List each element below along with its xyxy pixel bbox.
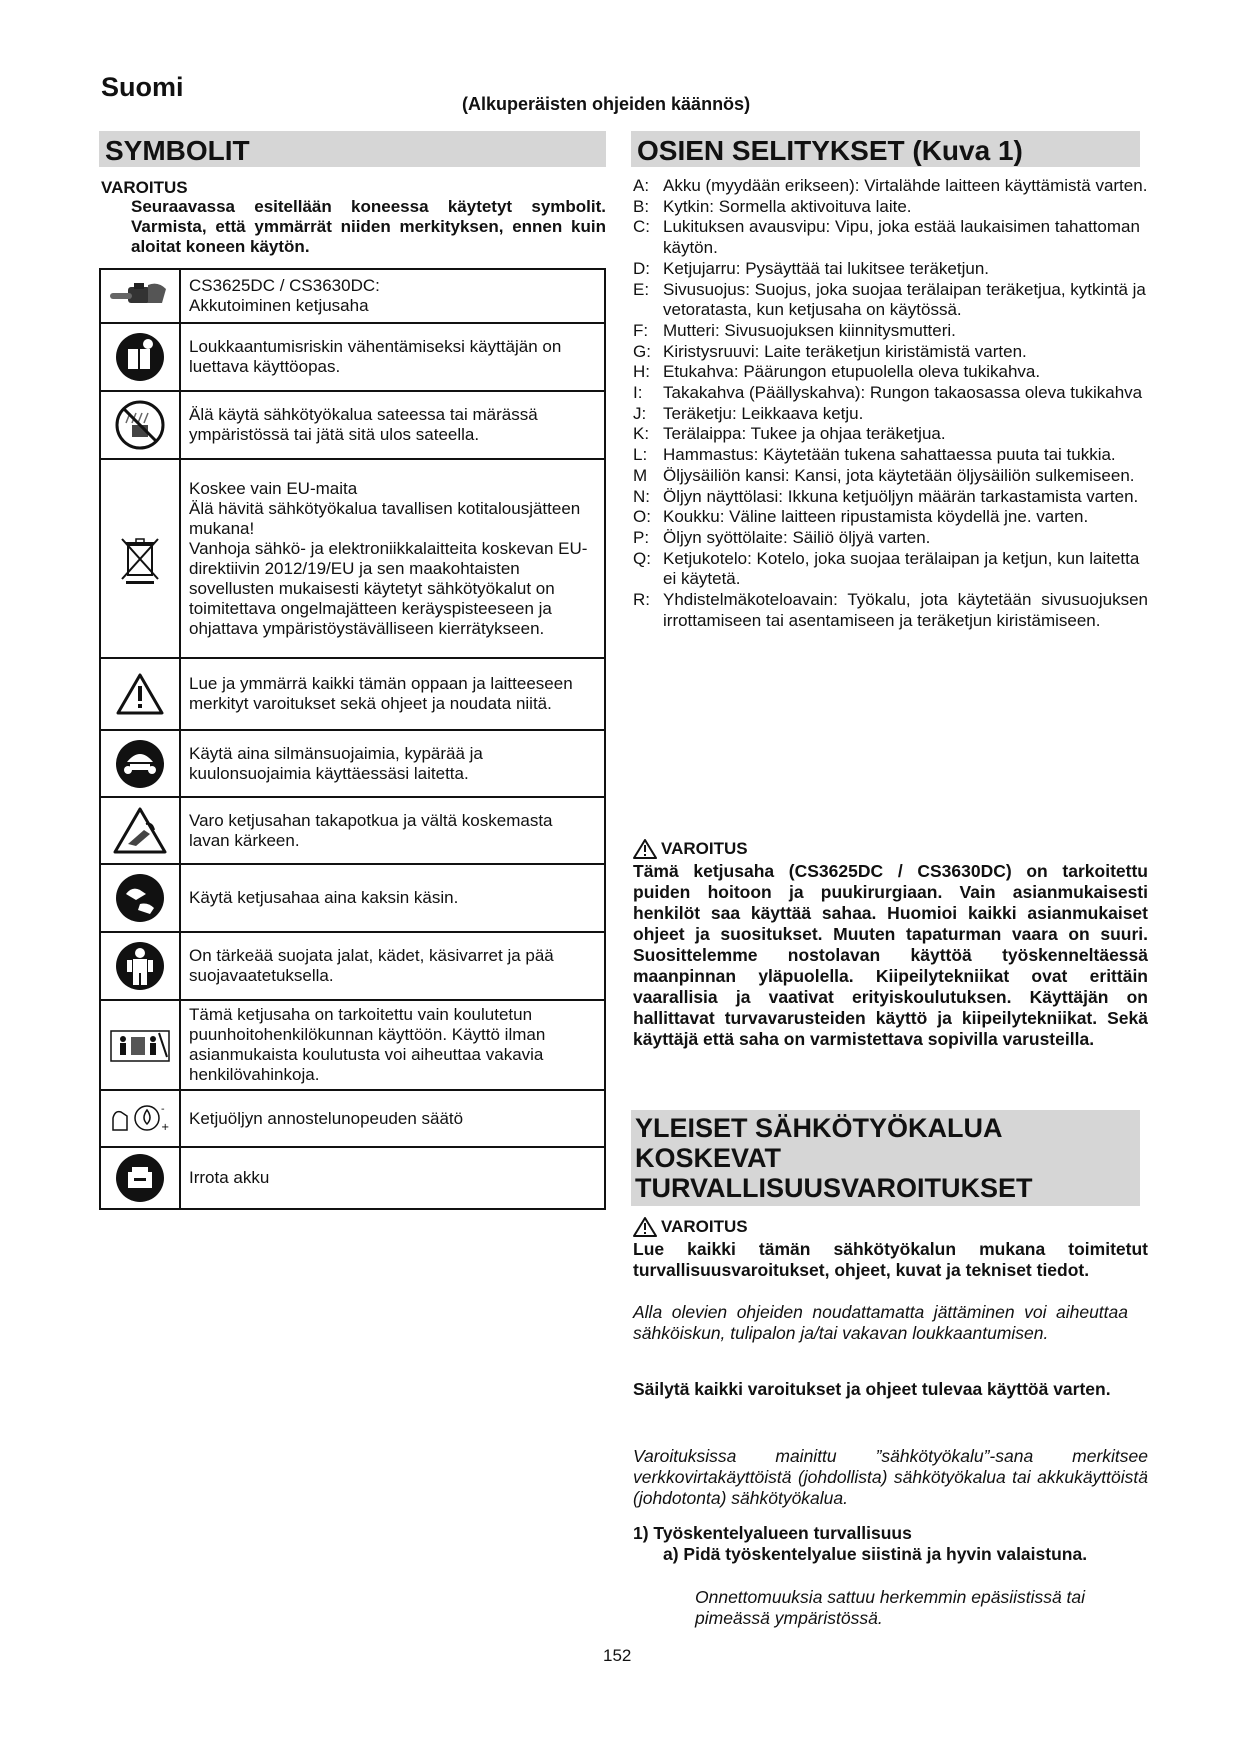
general-warning-header <box>633 1216 748 1238</box>
work-area-item-a-note: Onnettomuuksia sattuu herkemmin epäsiistissä tai pimeässä ympäristössä. <box>695 1587 1086 1628</box>
power-tool-definition: Varoituksissa mainittu ”sähkötyökalu”-sana merkitsee verkkovirtakäyttöistä (johdollista) sähkötyökalua tai akkukäyttöistä (johdotonta) sähkötyökalua. <box>633 1446 1148 1508</box>
part-item <box>633 383 1148 404</box>
part-item <box>633 487 1148 508</box>
head-protection-icon <box>114 738 166 790</box>
symbol-icon-cell <box>100 459 180 658</box>
symbols-warning-text: Seuraavassa esitellään koneessa käytetyt symbolit. Varmista, että ymmärrät niiden merkityksen, ennen kuin aloitat koneen käytön. <box>131 197 606 256</box>
part-label: L: <box>633 445 648 465</box>
general-safety-heading: YLEISET SÄHKÖTYÖKALUA KOSKEVAT TURVALLISUUSVAROITUKSET <box>631 1110 1140 1206</box>
warning-triangle-icon <box>633 838 657 860</box>
symbol-icon-cell <box>100 323 180 391</box>
work-area-safety-title: 1) Työskentelyalueen turvallisuus <box>633 1523 912 1543</box>
symbol-icon-cell <box>100 269 180 323</box>
part-item <box>633 197 1148 218</box>
part-text: Takakahva (Päällyskahva): Rungon takaosassa oleva tukikahva <box>663 383 1143 403</box>
part-item <box>633 404 1148 425</box>
symbol-icon-cell <box>100 797 180 864</box>
no-rain-icon <box>114 399 166 451</box>
symbol-row <box>100 323 605 391</box>
symbol-row <box>100 1000 605 1090</box>
symbol-text: On tärkeää suojata jalat, kädet, käsivarret ja pää suojavaatetuksella. <box>180 932 605 1000</box>
chainsaw-warning-header <box>633 838 748 860</box>
symbol-row <box>100 797 605 864</box>
oil-flow-icon <box>107 1098 173 1140</box>
symbol-text: Varo ketjusahan takapotkua ja vältä koskemasta lavan kärkeen. <box>180 797 605 864</box>
chainsaw-icon <box>108 279 172 313</box>
part-item <box>633 424 1148 445</box>
language-label: Suomi <box>101 72 184 102</box>
keep-instructions: Säilytä kaikki varoitukset ja ohjeet tulevaa käyttöä varten. <box>633 1379 1111 1399</box>
symbol-row <box>100 1147 605 1209</box>
part-label: C: <box>633 217 650 237</box>
part-label: D: <box>633 258 650 278</box>
symbol-icon-cell <box>100 864 180 932</box>
part-text: Etukahva: Päärungon etupuolella oleva tukikahva. <box>663 362 1041 382</box>
symbols-warning-title: VAROITUS <box>101 178 188 197</box>
part-label: I: <box>633 383 643 403</box>
part-label: E: <box>633 279 650 299</box>
parts-list <box>633 176 1148 631</box>
part-text: Öljysäiliön kansi: Kansi, jota käytetään öljysäiliön sulkemiseen. <box>663 465 1135 485</box>
part-item <box>633 507 1148 528</box>
part-label: A: <box>633 176 650 195</box>
part-item <box>633 342 1148 363</box>
part-item <box>633 528 1148 549</box>
symbol-text: CS3625DC / CS3630DC: Akkutoiminen ketjusaha <box>189 276 380 315</box>
part-label: J: <box>633 403 647 423</box>
part-text: Akku (myydään erikseen): Virtalähde laitteen käyttämistä varten. <box>663 176 1148 195</box>
symbol-row <box>100 269 605 323</box>
part-item <box>633 362 1148 383</box>
symbol-icon-cell <box>100 658 180 730</box>
symbol-icon-cell <box>100 1147 180 1209</box>
symbol-icon-cell <box>100 1090 180 1147</box>
part-text: Öljyn näyttölasi: Ikkuna ketjuöljyn määrän tarkastamista varten. <box>663 486 1139 506</box>
two-hands-icon <box>114 872 166 924</box>
part-text: Ketjukotelo: Kotelo, joka suojaa terälaipan ja ketjun, kun laitetta ei käytetä. <box>663 548 1140 589</box>
part-text: Yhdistelmäkoteloavain: Työkalu, jota käytetään sivusuojuksen irrottamiseen tai asentamiseen ja teräketjun kiristämiseen. <box>663 590 1148 630</box>
part-item <box>633 259 1148 280</box>
symbol-text: Lue ja ymmärrä kaikki tämän oppaan ja laitteeseen merkityt varoitukset sekä ohjeet ja noudata niitä. <box>180 658 605 730</box>
protective-clothing-icon <box>114 940 166 992</box>
symbol-text: Ketjuöljyn annostelunopeuden säätö <box>180 1090 605 1147</box>
part-item <box>633 321 1148 342</box>
part-text: Koukku: Väline laitteen ripustamista köydellä jne. varten. <box>663 507 1089 527</box>
part-text: Kiristysruuvi: Laite teräketjun kiristämistä varten. <box>663 341 1027 361</box>
part-text: Lukituksen avausvipu: Vipu, joka estää laukaisimen tahattoman käytön. <box>663 217 1140 258</box>
part-label: R: <box>633 590 650 610</box>
part-label: H: <box>633 362 650 382</box>
part-label: O: <box>633 507 651 527</box>
symbol-text: Irrota akku <box>180 1147 605 1209</box>
part-text: Sivusuojus: Suojus, joka suojaa terälaipan teräketjua, kytkintä ja vetoratasta, kun ketjusaha on käytössä. <box>663 279 1146 320</box>
chainsaw-warning-title: VAROITUS <box>661 839 748 858</box>
part-label: G: <box>633 341 651 361</box>
part-label: B: <box>633 196 650 216</box>
remove-battery-icon <box>114 1152 166 1204</box>
part-label: M <box>633 465 648 485</box>
page-number: 152 <box>603 1646 632 1665</box>
part-text: Ketjujarru: Pysäyttää tai lukitsee teräketjun. <box>663 258 989 278</box>
symbol-icon-cell <box>100 391 180 459</box>
symbol-row <box>100 459 605 658</box>
symbol-text: Tämä ketjusaha on tarkoitettu vain koulutetun puunhoitohenkilökunnan käyttöön. Käyttö ilman asianmukaista koulutusta voi aiheuttaa vakavia henkilövahinkoja. <box>180 1000 605 1090</box>
part-item <box>633 176 1148 197</box>
part-item <box>633 280 1148 321</box>
kickback-warning-icon <box>112 806 168 856</box>
warning-triangle-icon <box>116 672 164 716</box>
symbols-table <box>99 268 606 1210</box>
symbol-row <box>100 1090 605 1147</box>
part-text: Hammastus: Käytetään tukena sahattaessa puuta tai tukkia. <box>663 445 1116 465</box>
part-label: Q: <box>633 548 651 568</box>
symbol-row <box>100 658 605 730</box>
symbol-row <box>100 730 605 797</box>
symbols-heading: SYMBOLIT <box>99 131 606 167</box>
part-label: N: <box>633 486 650 506</box>
read-manual-icon <box>114 331 166 383</box>
chainsaw-warning-text: Tämä ketjusaha (CS3625DC / CS3630DC) on tarkoitettu puiden hoitoon ja puukirurgiaan. Vain asianmukaisesti henkilöt saa käyttää sahaa. Huomioi kaikki asianmukaiset ohjeet ja suositukset. Muuten tapaturman vaara on suuri. Suosittelemme nostolavan käyttöä työskenneltäessä maanpinnan yläpuolella. Kiipeilytekniikat ovat erittäin vaarallisia ja vaativat erityiskoulutuksen. Käyttäjän on hallittavat turvavarusteiden käyttö ja kiipeilytekniikat. Sekä käyttäjä että saha on varmistettava sopivilla varusteilla. <box>633 861 1148 1049</box>
svg-text:-: - <box>161 1103 165 1115</box>
symbol-row <box>100 391 605 459</box>
part-text: Öljyn syöttölaite: Säiliö öljyä varten. <box>663 527 931 547</box>
part-text: Terälaippa: Tukee ja ohjaa teräketjua. <box>663 424 946 444</box>
symbol-row <box>100 932 605 1000</box>
symbol-text: Käytä aina silmänsuojaimia, kypärää ja kuulonsuojaimia käyttäessäsi laitetta. <box>180 730 605 797</box>
symbol-text: Koskee vain EU-maita Älä hävitä sähkötyökalua tavallisen kotitalousjätteen mukana! Vanhoja sähkö- ja elektroniikkalaitteita koskevan EU-direktiivin 2012/19/EU ja sen maakohtaisten sovellusten mukaisesti käytetyt sähkötyökalut on toimitettava ongelmajätteen keräyspisteeseen ja ohjattava ympäristöystävälliseen kierrätykseen. <box>180 459 605 658</box>
part-item <box>633 590 1148 631</box>
translation-note: (Alkuperäisten ohjeiden käännös) <box>462 94 751 114</box>
symbol-text: Älä käytä sähkötyökalua sateessa tai märässä ympäristössä tai jätä sitä ulos sateella. <box>180 391 605 459</box>
general-warning-bold: Lue kaikki tämän sähkötyökalun mukana toimitetut turvallisuusvaroitukset, ohjeet, kuvat ja tekniset tiedot. <box>633 1239 1148 1280</box>
svg-text:+: + <box>161 1121 170 1133</box>
warning-triangle-icon <box>633 1216 657 1238</box>
parts-heading: OSIEN SELITYKSET (Kuva 1) <box>631 131 1140 167</box>
part-text: Mutteri: Sivusuojuksen kiinnitysmutteri. <box>663 320 956 340</box>
part-text: Kytkin: Sormella aktivoituva laite. <box>663 196 912 216</box>
symbol-text: Käytä ketjusahaa aina kaksin käsin. <box>180 864 605 932</box>
part-label: P: <box>633 527 650 547</box>
part-item <box>633 445 1148 466</box>
symbol-text: Loukkaantumisriskin vähentämiseksi käyttäjän on luettava käyttöopas. <box>180 323 605 391</box>
part-item <box>633 466 1148 487</box>
part-label: K: <box>633 424 650 444</box>
general-warning-title: VAROITUS <box>661 1217 748 1236</box>
general-warning-italic: Alla olevien ohjeiden noudattamatta jättäminen voi aiheuttaa sähköiskun, tulipalon ja/tai vakavan loukkaantumisen. <box>633 1302 1128 1343</box>
symbol-icon-cell <box>100 932 180 1000</box>
part-label: F: <box>633 320 649 340</box>
part-item <box>633 217 1148 258</box>
symbol-icon-cell <box>100 1000 180 1090</box>
part-text: Teräketju: Leikkaava ketju. <box>663 403 864 423</box>
trained-users-icon <box>109 1027 171 1063</box>
part-item <box>633 549 1148 590</box>
crossed-bin-icon <box>118 533 162 585</box>
work-area-item-a: a) Pidä työskentelyalue siistinä ja hyvin valaistuna. <box>663 1544 1088 1564</box>
symbol-icon-cell <box>100 730 180 797</box>
symbol-row <box>100 864 605 932</box>
